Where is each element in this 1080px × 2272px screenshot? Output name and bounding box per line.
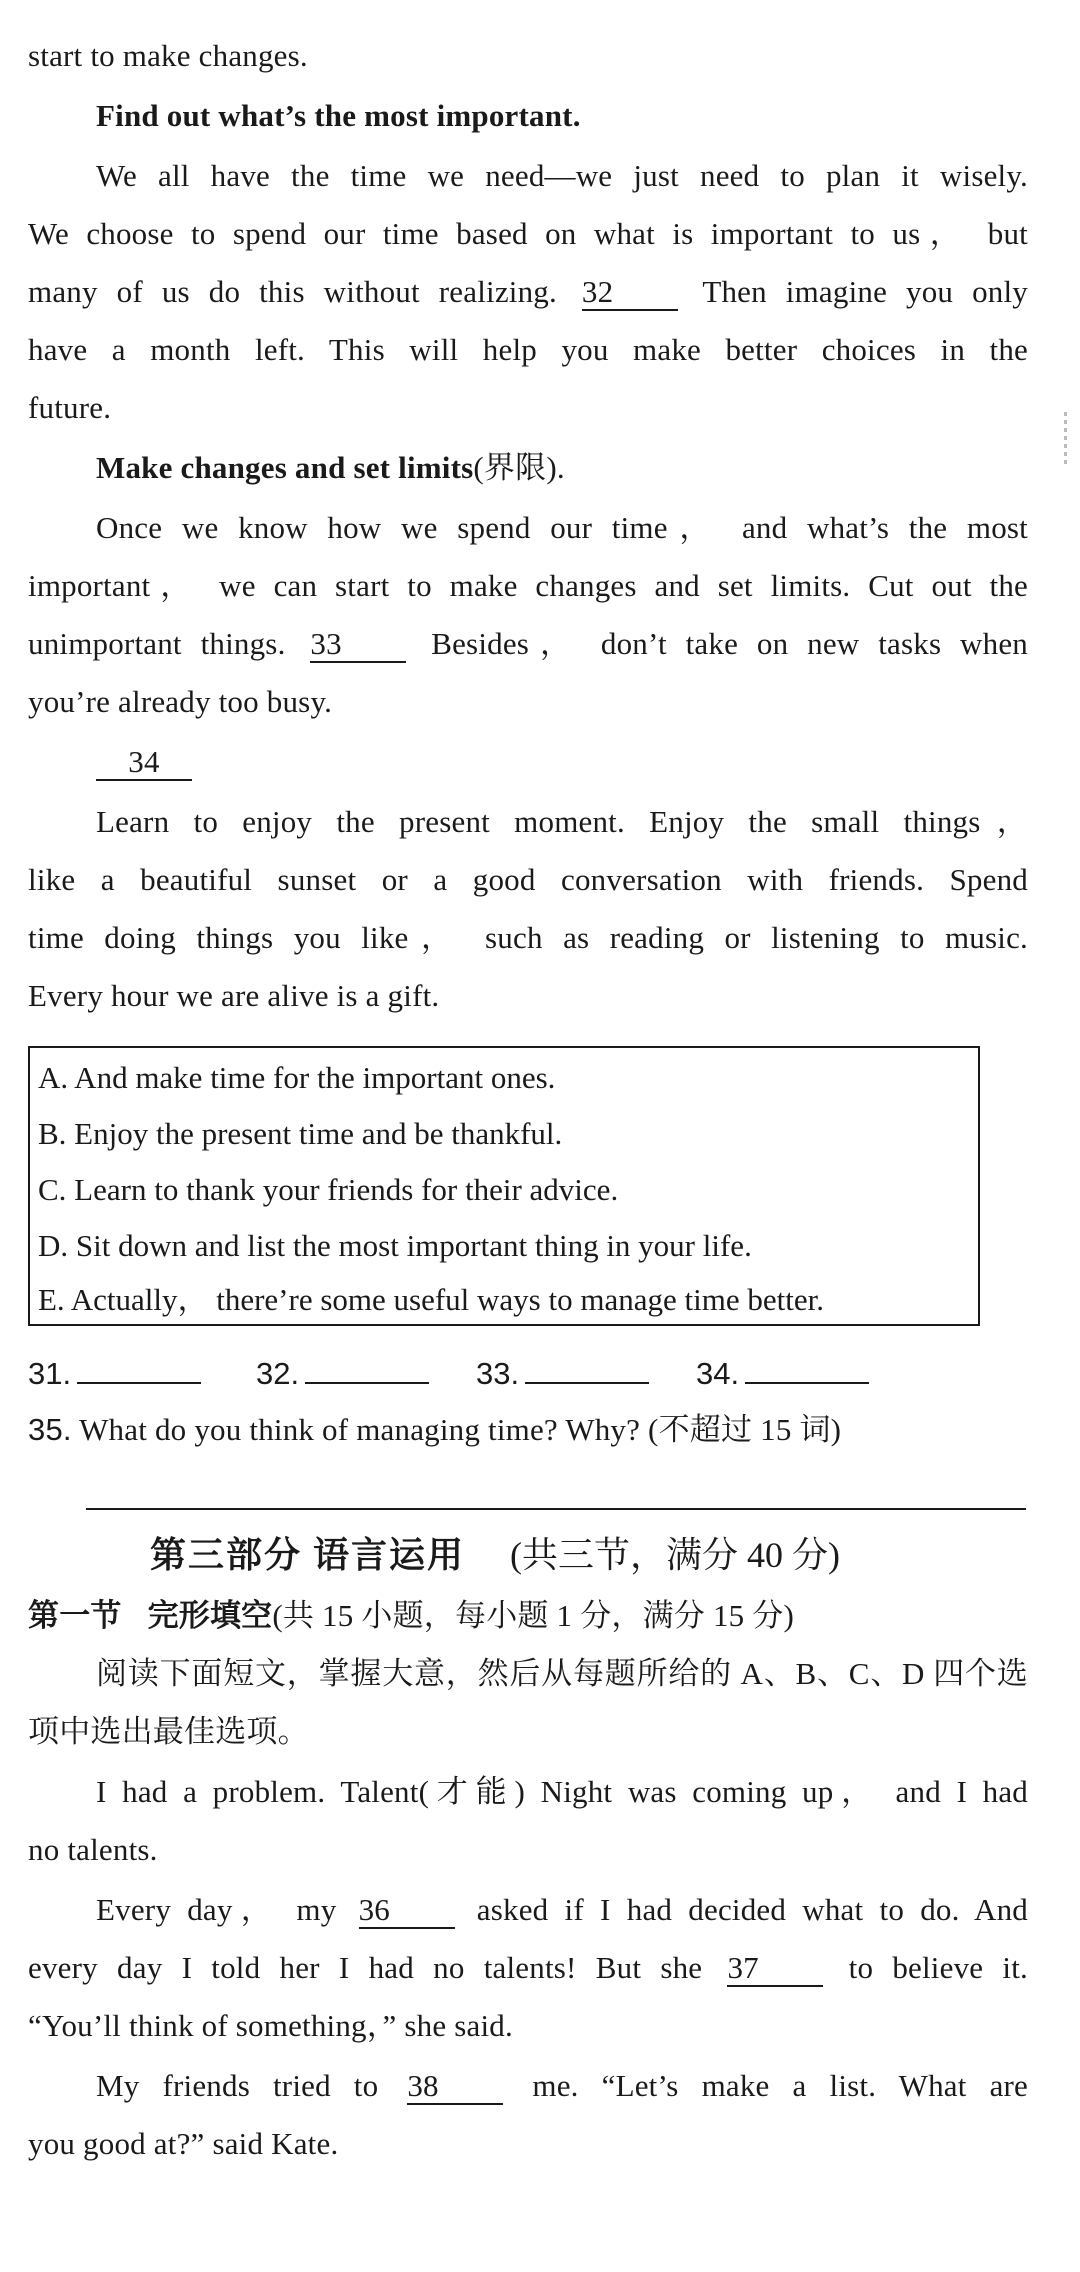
paragraph-line: We all have the time we need—we just need to plan it wisely.: [96, 158, 1028, 193]
answer-line[interactable]: [745, 1352, 869, 1384]
instruction-line: 阅读下面短文，掌握大意，然后从每题所给的 A、B、C、D 四个选: [96, 1656, 1028, 1691]
blank-34[interactable]: 34: [96, 745, 192, 781]
text-segment: to believe it.: [848, 1950, 1028, 1985]
paragraph-line: Once we know how we spend our time， and what’s the most: [96, 510, 1028, 545]
paragraph-line: you’re already too busy.: [28, 684, 333, 719]
answer-31[interactable]: [28, 1352, 201, 1394]
option-a[interactable]: A. And make time for the important ones.: [38, 1060, 556, 1095]
story-line-with-blank: [96, 2066, 1028, 2106]
answer-number: 34.: [696, 1356, 740, 1391]
answer-34[interactable]: [696, 1352, 869, 1394]
paragraph-line-with-blank: [28, 272, 1028, 312]
text-segment: My friends tried to: [96, 2068, 379, 2103]
section-divider: [86, 1508, 1026, 1510]
part-detail: (共 15 小题，每小题 1 分，满分 15 分): [272, 1598, 795, 1633]
section-title: 第三部分 语言运用: [150, 1535, 466, 1575]
answer-line[interactable]: [305, 1352, 429, 1384]
answer-line[interactable]: [525, 1352, 649, 1384]
text-segment: Besides， don’t take on new tasks when: [431, 626, 1029, 661]
subheading-limits: [96, 448, 1028, 488]
question-number: 35.: [28, 1412, 72, 1447]
section-subtitle: (共三节，满分 40 分): [510, 1535, 840, 1575]
story-line-with-blank: [96, 1890, 1028, 1930]
answer-33[interactable]: [476, 1352, 649, 1394]
text-segment: I had a problem. Talent: [96, 1774, 419, 1809]
blank-32[interactable]: 32: [582, 275, 678, 311]
text-segment: Night was coming up， and I had: [525, 1774, 1028, 1809]
text-segment: Then imagine you only: [702, 274, 1028, 309]
option-d[interactable]: D. Sit down and list the most important thing in your life.: [38, 1228, 752, 1263]
text-segment: asked if I had decided what to do. And: [476, 1892, 1029, 1927]
text-segment: unimportant things.: [28, 626, 286, 661]
text-cn: (才能): [418, 1774, 525, 1809]
story-line-with-blank: [28, 1948, 1028, 1988]
text-segment: every day I told her I had no talents! But she: [28, 1950, 703, 1985]
story-line: no talents.: [28, 1832, 158, 1867]
text-segment: me. “Let’s make a list. What are: [532, 2068, 1029, 2103]
paragraph-line: like a beautiful sunset or a good conversation with friends. Spend: [28, 862, 1028, 897]
blank-37[interactable]: 37: [727, 1951, 823, 1987]
paragraph-line: Learn to enjoy the present moment. Enjoy the small things，: [96, 804, 1028, 839]
paragraph-line: important， we can start to make changes and set limits. Cut out the: [28, 568, 1028, 603]
paragraph-line: Every hour we are alive is a gift.: [28, 978, 440, 1013]
option-c[interactable]: C. Learn to thank your friends for their advice.: [38, 1172, 619, 1207]
answer-number: 32.: [256, 1356, 300, 1391]
option-e[interactable]: E. Actually， there’re some useful ways to manage time better.: [38, 1282, 824, 1317]
part-title: 第一节: [28, 1598, 122, 1633]
section-heading: [150, 1532, 840, 1578]
subheading-cn: (界限).: [473, 450, 565, 485]
paragraph-line: time doing things you like， such as reading or listening to music.: [28, 920, 1028, 955]
part-heading: [28, 1596, 1028, 1636]
story-line: [96, 1772, 1028, 1812]
options-box: [28, 1046, 980, 1326]
paragraph-line-with-blank: [28, 624, 1028, 664]
blank-33[interactable]: 33: [310, 627, 406, 663]
heading-blank-line: [96, 742, 1028, 782]
answer-32[interactable]: [256, 1352, 429, 1394]
paragraph-line: We choose to spend our time based on what is important to us， but: [28, 216, 1028, 251]
answer-number: 31.: [28, 1356, 72, 1391]
text-segment: Every day， my: [96, 1892, 337, 1927]
subheading-important: Find out what’s the most important.: [96, 98, 581, 133]
instruction-line: 项中选出最佳选项。: [28, 1714, 309, 1749]
paragraph-line: have a month left. This will help you make better choices in the: [28, 332, 1028, 367]
answer-line[interactable]: [77, 1352, 201, 1384]
story-line: “You’ll think of something，” she said.: [28, 2008, 513, 2043]
paragraph-continuation: start to make changes.: [28, 38, 308, 73]
margin-mark: [1064, 412, 1067, 468]
story-line: you good at?” said Kate.: [28, 2126, 339, 2161]
option-b[interactable]: B. Enjoy the present time and be thankful.: [38, 1116, 563, 1151]
question-35: [28, 1410, 1028, 1450]
part-name: 完形填空: [147, 1598, 273, 1633]
question-limit: (不超过 15 词): [648, 1412, 842, 1447]
question-text: What do you think of managing time? Why?: [79, 1412, 641, 1447]
text-segment: many of us do this without realizing.: [28, 274, 557, 309]
answer-number: 33.: [476, 1356, 520, 1391]
paragraph-line: future.: [28, 390, 112, 425]
blank-38[interactable]: 38: [407, 2069, 503, 2105]
subheading-text: Make changes and set limits: [96, 450, 474, 485]
blank-36[interactable]: 36: [359, 1893, 455, 1929]
